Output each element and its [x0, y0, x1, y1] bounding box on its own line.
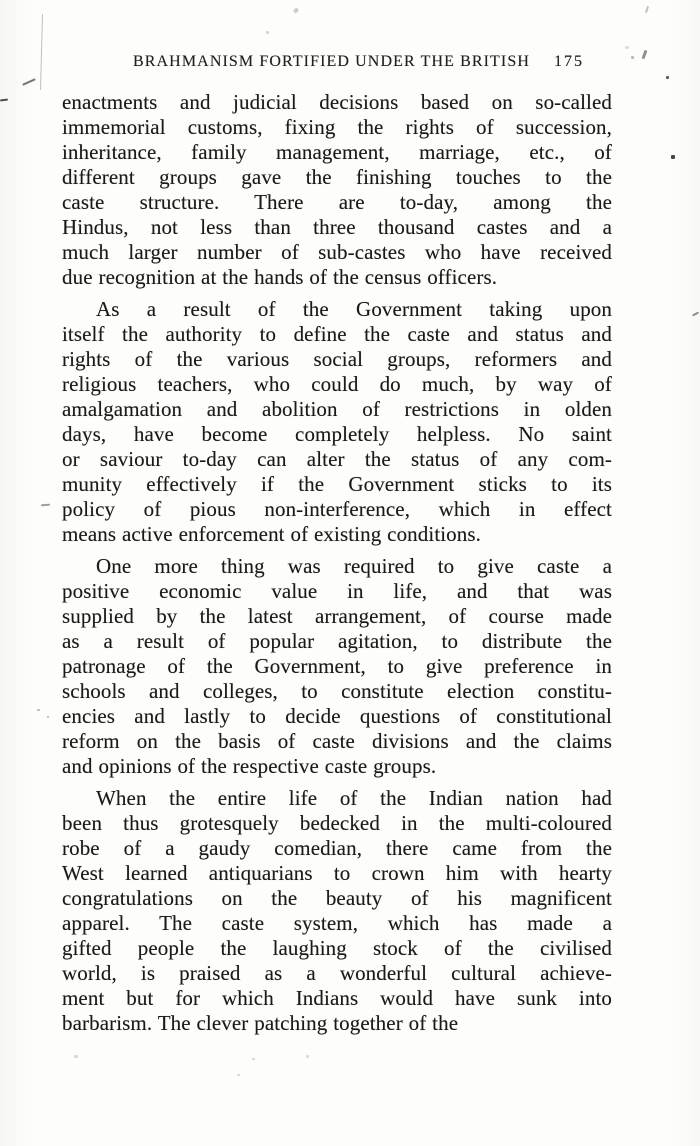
text-line: munity effectively if the Government sticks to its	[62, 472, 612, 496]
scan-speck	[666, 76, 669, 79]
text-line: religious teachers, who could do much, by way of	[62, 372, 612, 396]
text-line: means active enforcement of existing conditions.	[62, 522, 482, 546]
scan-mark-slash	[22, 78, 36, 86]
text-line: gifted people the laughing stock of the civilised	[62, 936, 612, 960]
scan-mark-vertical-line	[40, 14, 43, 90]
text-line: As a result of the Government taking upon	[96, 297, 612, 321]
scan-mark-edge-dash	[0, 98, 8, 101]
scan-speck	[252, 1058, 255, 1060]
text-line: supplied by the latest arrangement, of course made	[62, 604, 612, 628]
scan-speck	[47, 716, 49, 718]
text-line: congratulations on the beauty of his magnificent	[62, 886, 612, 910]
text-line: West learned antiquarians to crown him with hearty	[62, 861, 612, 885]
page-number: 175	[554, 53, 584, 70]
text-line: rights of the various social groups, reformers and	[62, 347, 612, 371]
scan-speck	[266, 31, 269, 34]
text-line: positive economic value in life, and that was	[62, 579, 612, 603]
text-line: immemorial customs, fixing the rights of succession,	[62, 115, 612, 139]
text-line: been thus grotesquely bedecked in the multi-coloured	[62, 811, 612, 835]
text-line: amalgamation and abolition of restrictions in olden	[62, 397, 612, 421]
text-line: policy of pious non-interference, which in effect	[62, 497, 612, 521]
text-line: barbarism. The clever patching together of the	[62, 1011, 459, 1035]
text-line: much larger number of sub-castes who have received	[62, 240, 612, 264]
text-line: apparel. The caste system, which has made a	[62, 911, 612, 935]
paragraph	[62, 786, 612, 1036]
paragraph	[62, 297, 612, 547]
text-line: as a result of popular agitation, to distribute the	[62, 629, 612, 653]
scan-mark-slash	[692, 311, 699, 316]
scan-speck	[306, 1055, 309, 1058]
text-line: enactments and judicial decisions based on so-called	[62, 90, 612, 114]
text-line: When the entire life of the Indian nation had	[96, 786, 612, 810]
scan-speck	[645, 6, 649, 13]
scan-mark-dash	[41, 504, 50, 507]
text-line: reform on the basis of caste divisions and the claims	[62, 729, 612, 753]
text-line: robe of a gaudy comedian, there came from the	[62, 836, 612, 860]
running-header-title: BRAHMANISM FORTIFIED UNDER THE BRITISH	[132, 53, 530, 70]
paragraph	[62, 554, 612, 779]
text-line: due recognition at the hands of the census officers.	[62, 265, 498, 289]
text-line: world, is praised as a wonderful cultural achieve-	[62, 961, 612, 985]
scan-speck	[625, 46, 629, 49]
running-header	[63, 53, 612, 71]
scan-speck	[671, 155, 675, 159]
text-line: itself the authority to define the caste and status and	[62, 322, 612, 346]
scan-speck	[631, 56, 634, 59]
scan-speck	[74, 1055, 78, 1058]
text-line: and opinions of the respective caste groups.	[62, 754, 437, 778]
text-line: Hindus, not less than three thousand castes and a	[62, 215, 612, 239]
text-line: patronage of the Government, to give preference in	[62, 654, 612, 678]
text-line: inheritance, family management, marriage, etc., of	[62, 140, 612, 164]
scan-speck	[293, 7, 299, 13]
scan-mark-apostrophe	[642, 50, 648, 59]
text-line: schools and colleges, to constitute election constitu-	[62, 679, 612, 703]
text-line: One more thing was required to give caste a	[96, 554, 612, 578]
scan-speck	[237, 1074, 240, 1076]
text-line: or saviour to-day can alter the status of any com-	[62, 447, 612, 471]
scan-speck	[37, 709, 40, 711]
page-body	[62, 90, 612, 1043]
text-line: different groups gave the finishing touches to the	[62, 165, 612, 189]
text-line: encies and lastly to decide questions of constitutional	[62, 704, 612, 728]
text-line: caste structure. There are to-day, among the	[62, 190, 612, 214]
text-line: days, have become completely helpless. No saint	[62, 422, 612, 446]
paragraph	[62, 90, 612, 290]
text-line: ment but for which Indians would have sunk into	[62, 986, 612, 1010]
